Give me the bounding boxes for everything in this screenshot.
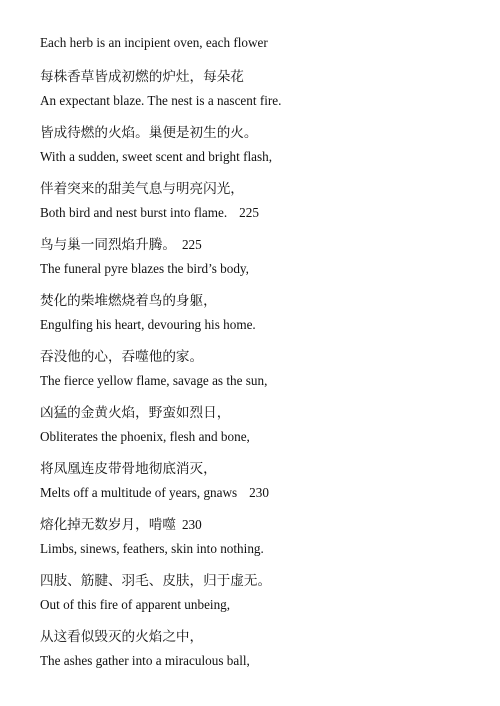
line-text: 将凤凰连皮带骨地彻底消灭， [40, 461, 217, 477]
poem-line-en [40, 541, 264, 557]
poem-line-zh [40, 345, 203, 365]
line-text: Out of this fire of apparent unbeing, [40, 597, 231, 612]
poem-line-en [40, 261, 249, 277]
poem-line-en [40, 373, 267, 389]
line-text: Limbs, sinews, feathers, skin into nothing. [40, 541, 264, 556]
line-text: Obliterates the phoenix, flesh and bone, [40, 429, 250, 444]
line-number: 225 [181, 237, 202, 252]
poem-line-zh [40, 177, 244, 197]
line-text: With a sudden, sweet scent and bright flash, [40, 149, 273, 164]
poem-line-zh [40, 401, 230, 421]
line-text: 鸟与巢一同烈焰升腾。 [40, 237, 176, 253]
poem-line-en [40, 93, 281, 109]
line-number: 230 [249, 485, 269, 500]
poem-line-zh [40, 513, 202, 533]
poem-line-zh [40, 457, 217, 477]
poem-line-zh [40, 289, 217, 309]
poem-line-en [40, 149, 272, 165]
line-number: 225 [239, 205, 259, 220]
line-text: The funeral pyre blazes the bird’s body, [40, 261, 249, 276]
line-text: The fierce yellow flame, savage as the sun, [40, 373, 268, 388]
line-text: 熔化掉无数岁月，啃噬 [40, 517, 176, 533]
poem-line-zh [40, 121, 258, 141]
line-text: 每株香草皆成初燃的炉灶，每朵花 [40, 69, 244, 85]
line-text: 皆成待燃的火焰。巢便是初生的火。 [40, 125, 258, 141]
line-text: Both bird and nest burst into flame. [40, 205, 228, 220]
line-text: Engulfing his heart, devouring his home. [40, 317, 256, 332]
line-text: 从这看似毁灭的火焰之中， [40, 629, 204, 645]
line-text: 凶猛的金黄火焰，野蛮如烈日， [40, 405, 231, 421]
poem-line-zh [40, 625, 203, 645]
line-text: 焚化的柴堆燃烧着鸟的身躯， [40, 293, 217, 309]
line-text: An expectant blaze. The nest is a nascent fire. [40, 93, 282, 108]
poem-line-zh [40, 569, 271, 589]
poem-line-en [40, 485, 269, 501]
poem-line-en [40, 597, 230, 613]
line-text: 伴着突来的甜美气息与明亮闪光， [40, 181, 244, 197]
line-text: The ashes gather into a miraculous ball, [40, 653, 250, 668]
line-text: 四肢、筋腱、羽毛、皮肤，归于虚无。 [40, 573, 272, 589]
poem-line-en [40, 35, 268, 51]
poem-line-en [40, 317, 256, 333]
poem-line-en [40, 429, 250, 445]
poem-line-en [40, 653, 250, 669]
poem-line-zh [40, 65, 244, 85]
line-text: 吞没他的心，吞噬他的家。 [40, 349, 204, 365]
line-number: 230 [181, 517, 202, 532]
line-text: Each herb is an incipient oven, each flower [40, 35, 268, 50]
poem-line-zh [40, 233, 202, 253]
line-text: Melts off a multitude of years, gnaws [40, 485, 238, 500]
poem-line-en [40, 205, 259, 221]
